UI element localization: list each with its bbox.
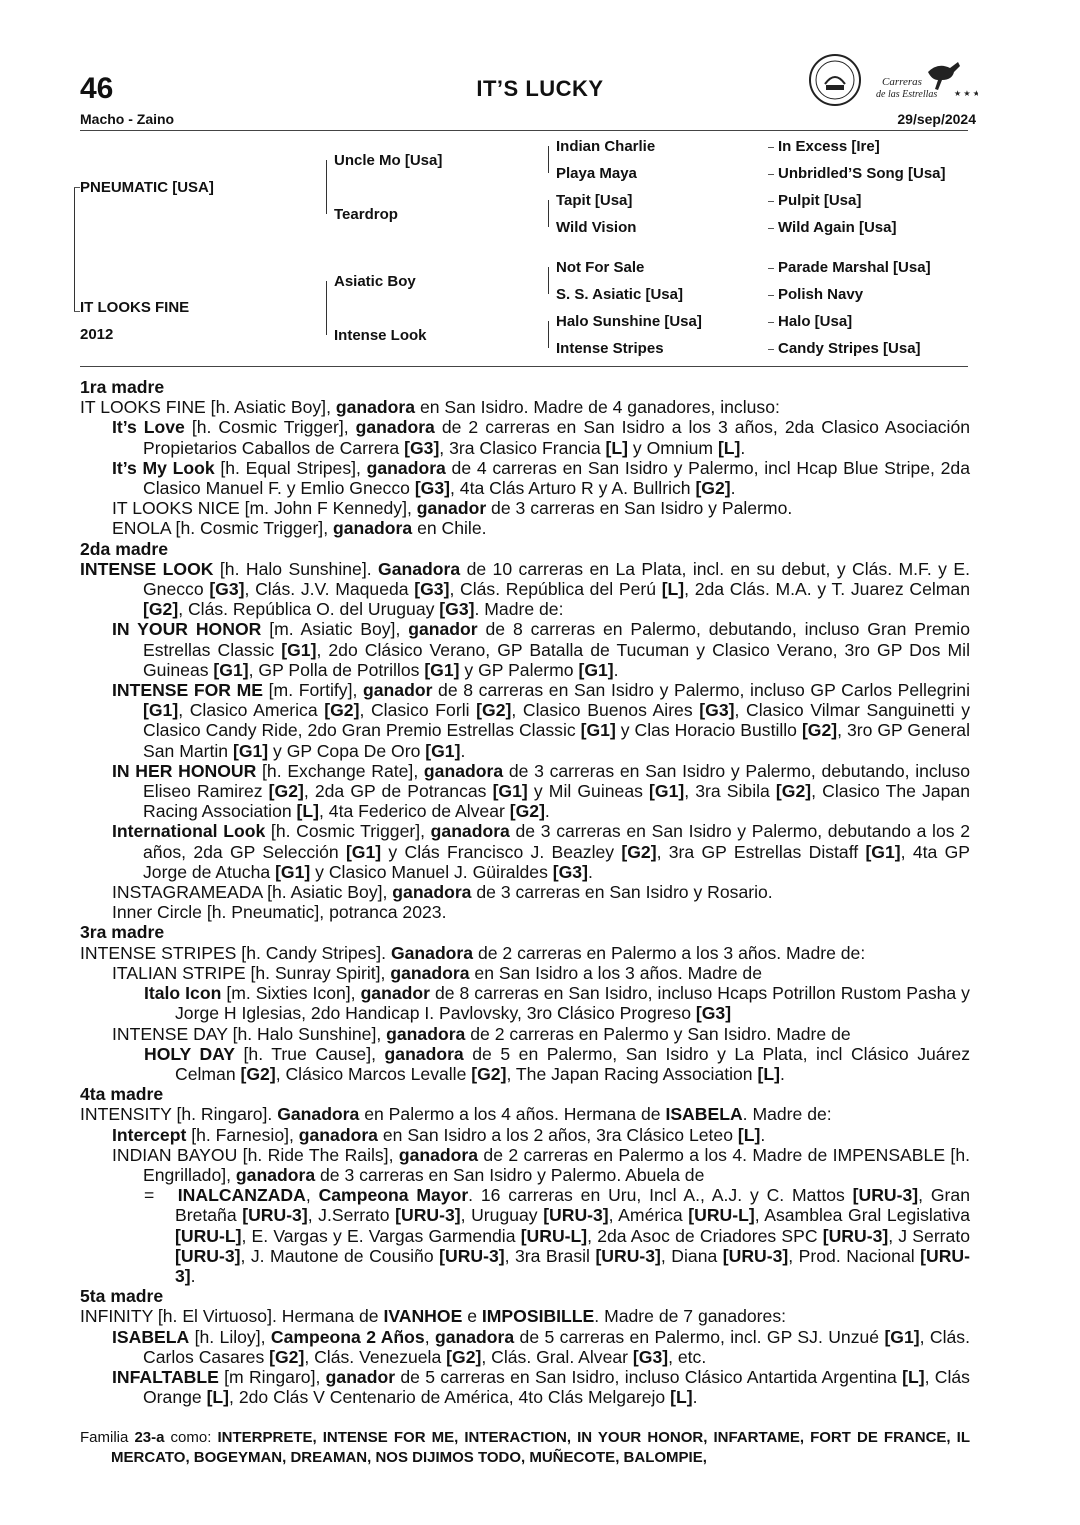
produce-entry: It’s My Look [h. Equal Stripes], ganadora de 4 carreras en San Isidro y Palermo, incl Hcap Blue Stripe, 2da Clasico Manuel F. y Emlio Gnecco [G3], 4ta Clás Arturo R y A. Bullrich [G2]. [112,457,971,499]
sale-date: 29/sep/2024 [897,111,976,127]
gen3-item: S. S. Asiatic [Usa] [556,286,683,303]
gen4-item: Polish Navy [778,286,864,303]
horse-name: IT’S LUCKY [476,76,604,101]
logos [808,52,978,110]
pedigree-rule [80,366,968,367]
produce-entry: International Look [h. Cosmic Trigger], ganadora de 3 carreras en San Isidro y Palermo, debutando a los 2 años, 2da GP Selección [G1] y Clás Francisco J. Beazley [G2], 3ra GP Estrellas Distaff [G1], 4ta GP Jorge de Atucha [G1] y Clasico Manuel J. Güiraldes [G3]. [112,821,970,882]
dam-entry: INTENSITY [h. Ringaro]. Ganadora en Palermo a los 4 años. Hermana de ISABELA. Madre de: [80,1104,832,1125]
produce-entry: = INALCANZADA, Campeona Mayor. 16 carreras en Uru, Incl A., A.J. y C. Mattos [URU-3], Gran Bretaña [URU-3], J.Serrato [URU-3], Uruguay [URU-3], América [URU-L], Asamblea Gral Legislativa [URU-L], E. Vargas y E. Vargas Garmendia [URU-L], 2da Asoc de Criadores SPC [URU-3], J Serrato [URU-3], J. Mautone de Cousiño [URU-3], 3ra Brasil [URU-3], Diana [URU-3], Prod. Nacional [URU-3]. [144,1185,971,1286]
produce-entry: IN YOUR HONOR [m. Asiatic Boy], ganador de 8 carreras en Palermo, debutando, incluso Gran Premio Estrellas Classic [G1], 2do Clásico Verano, GP Batalla de Tucuman y Clasico Verano, 3ro GP Dos Mil Guineas [G1], GP Polla de Potrillos [G1] y GP Palermo [G1]. [112,619,970,680]
section-heading: 2da madre [80,538,169,559]
gen4-item: In Excess [Ire] [778,138,880,155]
tick [768,201,774,202]
gen3-item: Playa Maya [556,165,637,182]
bracket [548,267,549,294]
sex-coat: Macho - Zaino [80,111,175,127]
produce-entry: Inner Circle [h. Pneumatic], potranca 2023. [112,902,447,923]
svg-text:de las Estrellas: de las Estrellas [876,89,938,100]
family-line [80,1428,970,1468]
gen2-item: Teardrop [334,206,398,223]
section-heading: 3ra madre [80,922,165,943]
svg-text:★ ★ ★: ★ ★ ★ [954,89,978,98]
tick [768,295,774,296]
dam-entry: IT LOOKS FINE [h. Asiatic Boy], ganadora en San Isidro. Madre de 4 ganadores, incluso: [80,397,780,418]
lot-number: 46 [80,72,114,105]
breeders-seal-icon [808,52,978,110]
dam: IT LOOKS FINE [80,299,190,316]
produce-entry: IN HER HONOUR [h. Exchange Rate], ganadora de 3 carreras en San Isidro y Palermo, debutando, incluso Eliseo Ramirez [G2], 2da GP de Potrancas [G1] y Mil Guineas [G1], 3ra Sibila [G2], Clasico The Japan Racing Association [L], 4ta Federico de Alvear [G2]. [112,760,970,822]
gen3-item: Not For Sale [556,259,645,276]
gen4-item: Parade Marshal [Usa] [778,259,931,276]
produce-entry: ISABELA [h. Liloy], Campeona 2 Años, ganadora de 5 carreras en Palermo, incl. GP SJ. Unzué [G1], Clás. Carlos Casares [G2], Clás. Venezuela [G2], Clás. Gral. Alvear [G3], etc. [112,1326,970,1367]
tick [768,322,774,323]
produce-entry: INFALTABLE [m Ringaro], ganador de 5 carreras en San Isidro, incluso Clásico Antartida Argentina [L], Clás Orange [L], 2do Clás V Centenario de América, 4to Clás Melgarejo [L]. [112,1366,970,1408]
gen4-item: Unbridled’S Song [Usa] [778,165,946,182]
tick [768,268,774,269]
gen3-item: Halo Sunshine [Usa] [556,313,702,330]
gen2-item: Intense Look [334,327,427,344]
produce-entry: HOLY DAY [h. True Cause], ganadora de 5 en Palermo, San Isidro y La Plata, incl Clásico Juárez Celman [G2], Clásico Marcos Levalle [G2], The Japan Racing Association [L]. [144,1043,971,1084]
family-label: Familia [80,1429,129,1446]
dam-entry: INFINITY [h. El Virtuoso]. Hermana de IVANHOE e IMPOSIBILLE. Madre de 7 ganadores: [80,1306,786,1327]
gen3-item: Tapit [Usa] [556,192,633,209]
tick [768,147,774,148]
dam-entry: INTENSE LOOK [h. Halo Sunshine]. Ganadora de 10 carreras en La Plata, incl. en su debut, y Clás. M.F. y E. Gnecco [G3], Clás. J.V. Maqueda [G3], Clás. República del Perú [L], 2da Clás. M.A. y T. Juarez Celman [G2], Clás. República O. del Uruguay [G3]. Madre de: [80,558,970,620]
bracket [548,146,549,173]
section-heading: 1ra madre [80,377,165,397]
family-list: INTERPRETE, INTENSE FOR ME, INTERACTION, IN YOUR HONOR, INFARTAME, FORT DE FRANCE, IL MERCATO, BOGEYMAN, DREAMAN, NOS DIJIMOS TODO, MUÑECOTE, BALOMPIE, [111,1429,971,1466]
bracket [548,200,549,227]
bracket [326,281,327,335]
produce-entry: INTENSE FOR ME [m. Fortify], ganador de 8 carreras en San Isidro y Palermo, incluso GP Carlos Pellegrini [G1], Clasico America [G2], Clasico Forli [G2], Clasico Buenos Aires [G3], Clasico Vilmar Sanguinetti y Clasico Candy Ride, 2do Gran Premio Estrellas Classic [G1] y Clas Horacio Bustillo [G2], 3ro GP General San Martin [G1] y GP Copa De Oro [G1]. [112,680,971,761]
bracket [326,160,327,214]
gen4-item: Pulpit [Usa] [778,192,862,209]
section-heading: 5ta madre [80,1286,164,1307]
tick [768,174,774,175]
gen3-item: Intense Stripes [556,340,664,357]
catalogue-body [80,377,970,1407]
top-rule [80,130,968,131]
produce-entry: INDIAN BAYOU [h. Ride The Rails], ganadora de 2 carreras en Palermo a los 4. Madre de IMPENSABLE [h. Engrillado], ganadora de 3 carreras en San Isidro y Palermo. Abuela de [112,1144,970,1185]
produce-entry: ENOLA [h. Cosmic Trigger], ganadora en Chile. [112,518,487,539]
bracket [548,321,549,348]
produce-entry: Italo Icon [m. Sixties Icon], ganador de 8 carreras en San Isidro, incluso Hcaps Potrillon Rustom Pasha y Jorge H Iglesias, 2do Handicap I. Pavlovsky, 3ro Clásico Progreso [G3] [144,983,970,1024]
gen2-item: Asiatic Boy [334,273,416,290]
section-heading: 4ta madre [80,1084,164,1105]
tick [768,228,774,229]
produce-entry: INSTAGRAMEADA [h. Asiatic Boy], ganadora de 3 carreras en San Isidro y Rosario. [112,882,773,903]
sire: PNEUMATIC [USA] [80,179,214,196]
gen3-item: Wild Vision [556,219,637,236]
gen4-item: Candy Stripes [Usa] [778,340,921,357]
family-como: como: [164,1429,218,1446]
gen3-item: Indian Charlie [556,138,656,155]
produce-entry: INTENSE DAY [h. Halo Sunshine], ganadora de 2 carreras en Palermo y San Isidro. Madre de [112,1023,851,1044]
birth-year: 2012 [80,326,114,343]
svg-text:Carreras: Carreras [882,76,922,88]
bracket [74,187,75,311]
produce-entry: It’s Love [h. Cosmic Trigger], ganadora de 2 carreras en San Isidro a los 3 años, 2da Clasico Asociación Propietarios Caballos de Carrera [G3], 3ra Clasico Francia [L] y Omnium [L]. [112,417,971,458]
dam-entry: INTENSE STRIPES [h. Candy Stripes]. Ganadora de 2 carreras en Palermo a los 3 años. Madre de: [80,942,866,963]
gen2-item: Uncle Mo [Usa] [334,152,443,169]
produce-entry: IT LOOKS NICE [m. John F Kennedy], ganador de 3 carreras en San Isidro y Palermo. [112,498,793,519]
produce-entry: ITALIAN STRIPE [h. Sunray Spirit], ganadora en San Isidro a los 3 años. Madre de [112,962,762,983]
family-number: 23-a [134,1429,165,1446]
gen4-item: Wild Again [Usa] [778,219,897,236]
produce-entry: Intercept [h. Farnesio], ganadora en San Isidro a los 2 años, 3ra Clásico Leteo [L]. [112,1124,766,1145]
tick [768,349,774,350]
gen4-item: Halo [Usa] [778,313,853,330]
